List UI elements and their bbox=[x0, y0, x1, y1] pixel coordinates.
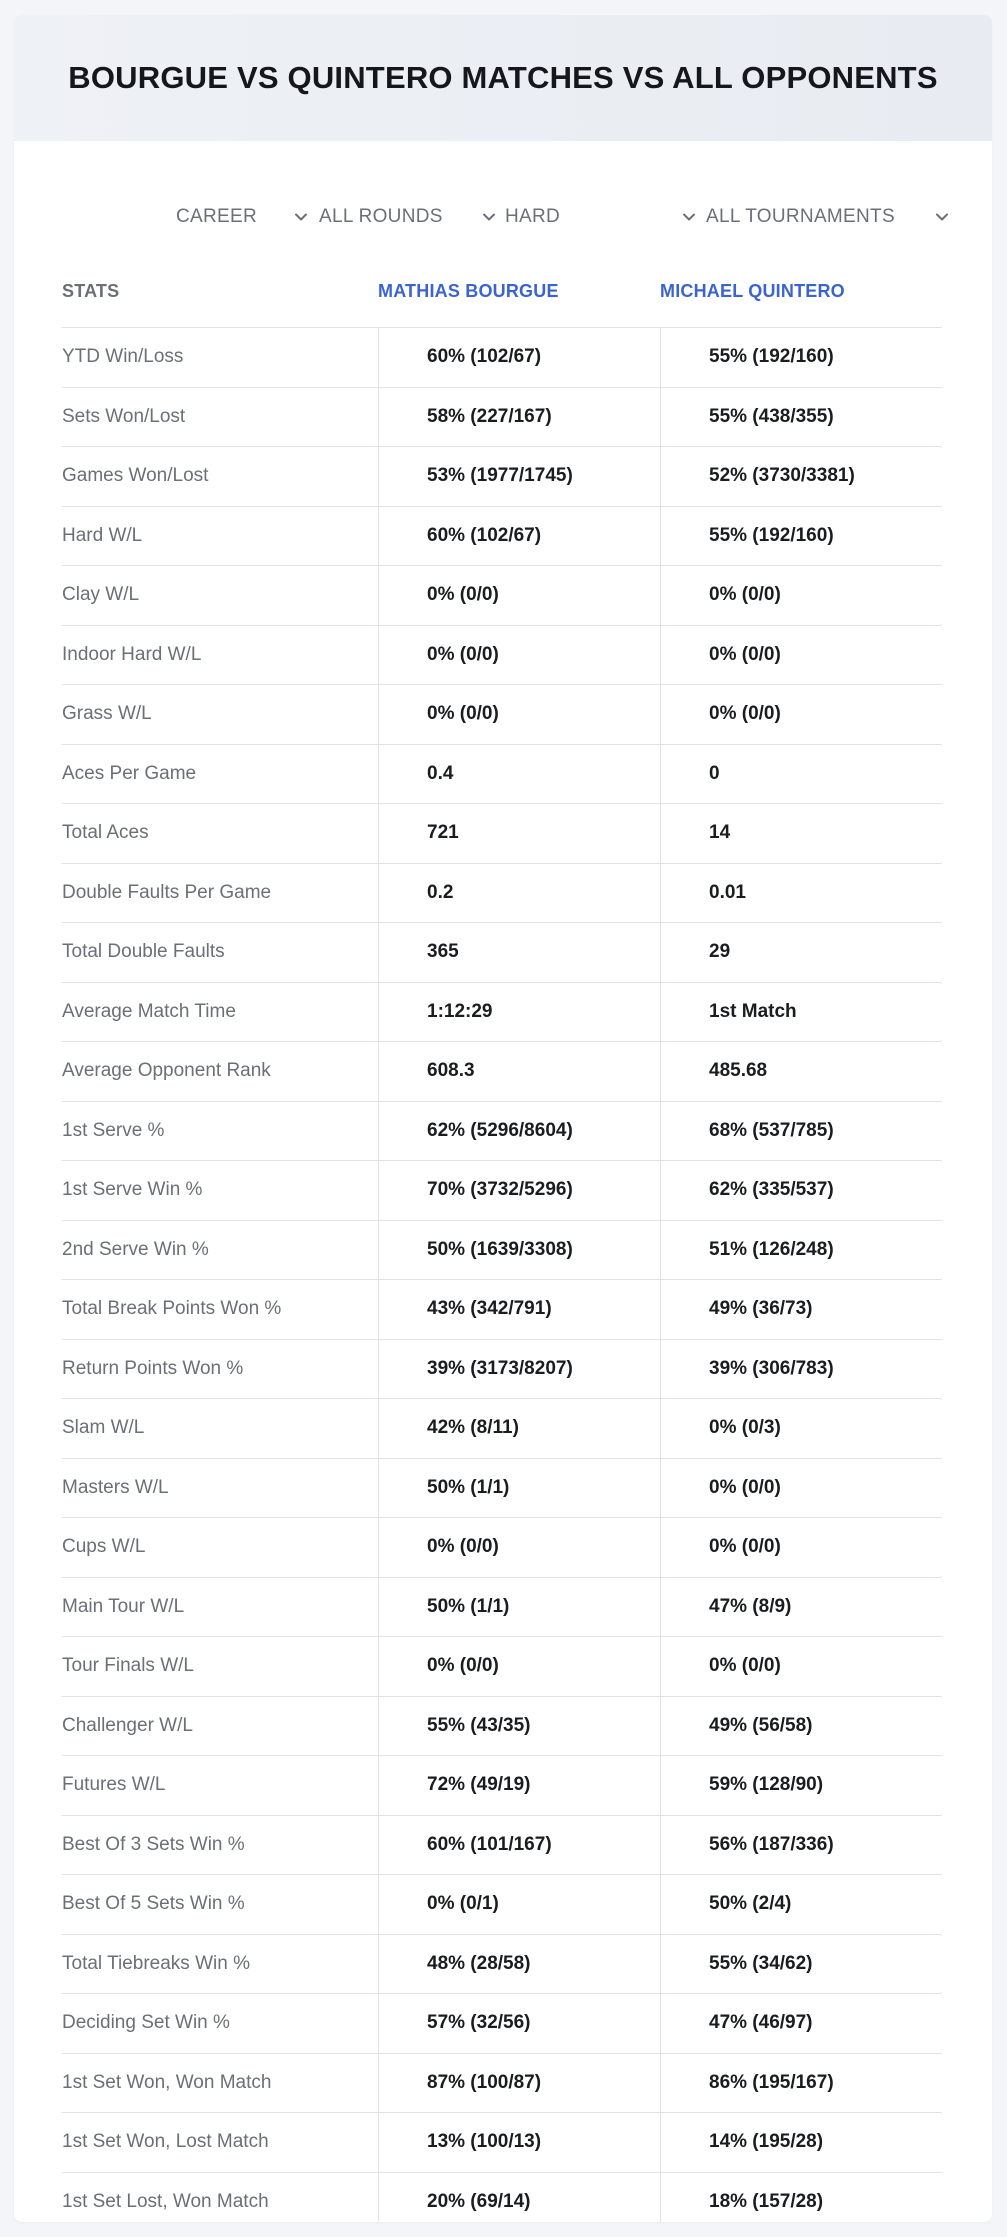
player2-value: 51% (126/248) bbox=[660, 1221, 942, 1280]
stat-label: 1st Set Lost, Won Match bbox=[62, 2190, 269, 2212]
player2-value: 86% (195/167) bbox=[660, 2054, 942, 2113]
player2-value: 29 bbox=[660, 923, 942, 982]
filter-career-label: CAREER bbox=[176, 206, 257, 227]
chevron-down-icon bbox=[479, 207, 499, 227]
player2-value: 39% (306/783) bbox=[660, 1340, 942, 1399]
chevron-down-icon bbox=[291, 207, 311, 227]
player2-value: 62% (335/537) bbox=[660, 1161, 942, 1220]
stat-label: Best Of 5 Sets Win % bbox=[62, 1893, 245, 1915]
player1-value: 1:12:29 bbox=[378, 983, 660, 1042]
stat-label: 1st Set Won, Won Match bbox=[62, 2071, 272, 2093]
table-row bbox=[62, 1875, 942, 1935]
table-row bbox=[62, 1994, 942, 2054]
player2-value: 0% (0/0) bbox=[660, 685, 942, 744]
player2-value: 56% (187/336) bbox=[660, 1816, 942, 1875]
player2-value: 52% (3730/3381) bbox=[660, 447, 942, 506]
stat-label: Indoor Hard W/L bbox=[62, 643, 202, 665]
stat-label: Total Double Faults bbox=[62, 941, 225, 963]
table-row bbox=[62, 1042, 942, 1102]
stat-label: Average Match Time bbox=[62, 1000, 236, 1022]
chevron-down-icon bbox=[932, 207, 952, 227]
stat-label: Average Opponent Rank bbox=[62, 1060, 271, 1082]
stat-label: Deciding Set Win % bbox=[62, 2012, 230, 2034]
stat-label: Best Of 3 Sets Win % bbox=[62, 1833, 245, 1855]
stat-label: Total Aces bbox=[62, 822, 149, 844]
player2-value: 50% (2/4) bbox=[660, 1875, 942, 1934]
player2-value: 0% (0/0) bbox=[660, 1637, 942, 1696]
stat-label: Slam W/L bbox=[62, 1417, 145, 1439]
player2-value: 49% (56/58) bbox=[660, 1697, 942, 1756]
table-row bbox=[62, 983, 942, 1043]
stat-label: Tour Finals W/L bbox=[62, 1655, 194, 1677]
filter-surface-label: HARD bbox=[505, 206, 561, 227]
player2-value: 47% (46/97) bbox=[660, 1994, 942, 2053]
stat-label: Clay W/L bbox=[62, 584, 140, 606]
filter-career-dropdown[interactable] bbox=[176, 187, 311, 247]
stat-label: 1st Serve Win % bbox=[62, 1179, 203, 1201]
table-row bbox=[62, 1637, 942, 1697]
player2-value: 0% (0/0) bbox=[660, 1459, 942, 1518]
filter-bar bbox=[14, 187, 992, 247]
stat-label: 1st Set Won, Lost Match bbox=[62, 2131, 269, 2153]
filter-surface-dropdown[interactable] bbox=[505, 187, 699, 247]
player1-value: 0% (0/0) bbox=[378, 626, 660, 685]
player1-value: 0.2 bbox=[378, 864, 660, 923]
table-row bbox=[62, 864, 942, 924]
player1-value: 50% (1/1) bbox=[378, 1578, 660, 1637]
player1-value: 365 bbox=[378, 923, 660, 982]
table-row bbox=[62, 626, 942, 686]
table-row bbox=[62, 923, 942, 983]
player1-value: 0% (0/0) bbox=[378, 1637, 660, 1696]
player1-value: 70% (3732/5296) bbox=[378, 1161, 660, 1220]
player1-value: 60% (102/67) bbox=[378, 507, 660, 566]
player2-value: 0% (0/0) bbox=[660, 626, 942, 685]
stats-card bbox=[14, 15, 992, 2222]
player2-value: 0.01 bbox=[660, 864, 942, 923]
stat-label: Total Break Points Won % bbox=[62, 1298, 282, 1320]
column-header-player1[interactable]: MATHIAS BOURGUE bbox=[378, 280, 559, 301]
column-header-player2[interactable]: MICHAEL QUINTERO bbox=[660, 280, 845, 301]
player1-value: 48% (28/58) bbox=[378, 1935, 660, 1994]
column-header-stats: STATS bbox=[62, 280, 120, 301]
player2-value: 14 bbox=[660, 804, 942, 863]
table-row bbox=[62, 388, 942, 448]
table-body bbox=[62, 328, 942, 2222]
player2-value: 49% (36/73) bbox=[660, 1280, 942, 1339]
table-header bbox=[62, 255, 942, 328]
table-row bbox=[62, 1280, 942, 1340]
player2-value: 0% (0/0) bbox=[660, 1518, 942, 1577]
player1-value: 60% (101/167) bbox=[378, 1816, 660, 1875]
stat-label: 2nd Serve Win % bbox=[62, 1238, 209, 1260]
player1-value: 0% (0/0) bbox=[378, 566, 660, 625]
table-row bbox=[62, 1459, 942, 1519]
stat-label: Hard W/L bbox=[62, 524, 143, 546]
player1-value: 0.4 bbox=[378, 745, 660, 804]
table-row bbox=[62, 1102, 942, 1162]
player2-value: 59% (128/90) bbox=[660, 1756, 942, 1815]
table-row bbox=[62, 328, 942, 388]
table-row bbox=[62, 566, 942, 626]
player1-value: 0% (0/0) bbox=[378, 685, 660, 744]
filter-tournaments-dropdown[interactable] bbox=[706, 187, 952, 247]
table-row bbox=[62, 1697, 942, 1757]
stat-label: Challenger W/L bbox=[62, 1714, 193, 1736]
player1-value: 58% (227/167) bbox=[378, 388, 660, 447]
player1-value: 42% (8/11) bbox=[378, 1399, 660, 1458]
stat-label: Return Points Won % bbox=[62, 1357, 244, 1379]
stat-label: Cups W/L bbox=[62, 1536, 146, 1558]
player1-value: 72% (49/19) bbox=[378, 1756, 660, 1815]
card-header bbox=[14, 15, 992, 141]
table-row bbox=[62, 1518, 942, 1578]
table-row bbox=[62, 2113, 942, 2173]
stat-label: Main Tour W/L bbox=[62, 1595, 185, 1617]
player2-value: 0% (0/0) bbox=[660, 566, 942, 625]
table-row bbox=[62, 2173, 942, 2223]
player1-value: 0% (0/1) bbox=[378, 1875, 660, 1934]
player2-value: 1st Match bbox=[660, 983, 942, 1042]
player1-value: 62% (5296/8604) bbox=[378, 1102, 660, 1161]
table-row bbox=[62, 447, 942, 507]
table-row bbox=[62, 1399, 942, 1459]
stat-label: 1st Serve % bbox=[62, 1119, 165, 1141]
player1-value: 43% (342/791) bbox=[378, 1280, 660, 1339]
stat-label: Aces Per Game bbox=[62, 762, 197, 784]
player1-value: 20% (69/14) bbox=[378, 2173, 660, 2223]
player2-value: 47% (8/9) bbox=[660, 1578, 942, 1637]
table-row bbox=[62, 1161, 942, 1221]
player2-value: 55% (192/160) bbox=[660, 328, 942, 387]
player1-value: 50% (1639/3308) bbox=[378, 1221, 660, 1280]
table-row bbox=[62, 1340, 942, 1400]
stat-label: Double Faults Per Game bbox=[62, 881, 272, 903]
player2-value: 68% (537/785) bbox=[660, 1102, 942, 1161]
filter-rounds-label: ALL ROUNDS bbox=[319, 206, 443, 227]
player2-value: 18% (157/28) bbox=[660, 2173, 942, 2223]
player1-value: 39% (3173/8207) bbox=[378, 1340, 660, 1399]
player1-value: 60% (102/67) bbox=[378, 328, 660, 387]
player2-value: 55% (438/355) bbox=[660, 388, 942, 447]
stat-label: YTD Win/Loss bbox=[62, 346, 184, 368]
player2-value: 485.68 bbox=[660, 1042, 942, 1101]
stat-label: Total Tiebreaks Win % bbox=[62, 1952, 250, 1974]
stat-label: Sets Won/Lost bbox=[62, 405, 186, 427]
table-row bbox=[62, 507, 942, 567]
player1-value: 50% (1/1) bbox=[378, 1459, 660, 1518]
player1-value: 721 bbox=[378, 804, 660, 863]
stats-table bbox=[62, 255, 942, 2222]
player1-value: 57% (32/56) bbox=[378, 1994, 660, 2053]
player1-value: 0% (0/0) bbox=[378, 1518, 660, 1577]
table-row bbox=[62, 804, 942, 864]
page-title: BOURGUE VS QUINTERO MATCHES VS ALL OPPONENTS bbox=[68, 60, 938, 95]
player1-value: 87% (100/87) bbox=[378, 2054, 660, 2113]
stat-label: Masters W/L bbox=[62, 1476, 169, 1498]
player2-value: 0% (0/3) bbox=[660, 1399, 942, 1458]
table-row bbox=[62, 1756, 942, 1816]
stat-label: Futures W/L bbox=[62, 1774, 166, 1796]
player2-value: 55% (34/62) bbox=[660, 1935, 942, 1994]
table-row bbox=[62, 1935, 942, 1995]
player2-value: 55% (192/160) bbox=[660, 507, 942, 566]
player1-value: 53% (1977/1745) bbox=[378, 447, 660, 506]
chevron-down-icon bbox=[679, 207, 699, 227]
table-row bbox=[62, 685, 942, 745]
player1-value: 608.3 bbox=[378, 1042, 660, 1101]
stat-label: Games Won/Lost bbox=[62, 465, 209, 487]
player2-value: 14% (195/28) bbox=[660, 2113, 942, 2172]
table-row bbox=[62, 1221, 942, 1281]
player2-value: 0 bbox=[660, 745, 942, 804]
filter-tournaments-label: ALL TOURNAMENTS bbox=[706, 206, 895, 227]
table-row bbox=[62, 2054, 942, 2114]
table-row bbox=[62, 1578, 942, 1638]
stat-label: Grass W/L bbox=[62, 703, 152, 725]
player1-value: 55% (43/35) bbox=[378, 1697, 660, 1756]
table-row bbox=[62, 745, 942, 805]
player1-value: 13% (100/13) bbox=[378, 2113, 660, 2172]
filter-rounds-dropdown[interactable] bbox=[319, 187, 499, 247]
table-row bbox=[62, 1816, 942, 1876]
